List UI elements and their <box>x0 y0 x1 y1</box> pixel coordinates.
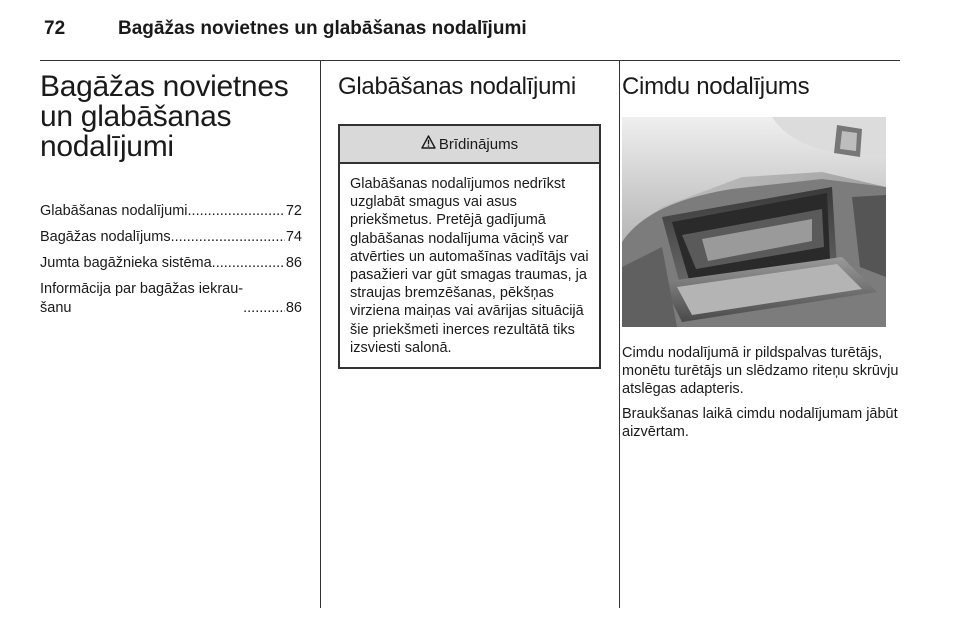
chapter-title: Bagāžas novietnes un glabāšanas nodalījumi <box>40 70 289 163</box>
toc-entry-page: 86 <box>285 300 302 316</box>
table-of-contents <box>40 202 302 318</box>
toc-entry-label: Bagāžas nodalījums <box>40 229 171 245</box>
warning-box <box>338 124 601 369</box>
warning-heading: Brīdinājums <box>438 135 519 153</box>
toc-entry-page: 74 <box>285 229 302 245</box>
warning-triangle-icon <box>421 135 436 154</box>
toc-leader-dots <box>243 299 285 318</box>
warning-header <box>340 126 599 164</box>
chapter-column <box>40 72 302 318</box>
storage-column <box>338 72 601 369</box>
page-number: 72 <box>44 18 66 39</box>
section-title: Cimdu nodalījums <box>622 73 810 100</box>
toc-entry-page: 86 <box>285 255 302 271</box>
column-divider-right <box>619 61 620 608</box>
toc-entry[interactable] <box>40 254 302 273</box>
toc-entry-label: Glabāšanas nodalījumi <box>40 203 188 219</box>
toc-entry-label: Informācija par bagāžas iekrau- šanu <box>40 281 244 316</box>
toc-entry[interactable] <box>40 228 302 247</box>
toc-entry-label: Jumta bagāžnieka sistēma <box>40 255 212 271</box>
toc-entry-page: 72 <box>285 203 302 219</box>
running-header-title: Bagāžas novietnes un glabāšanas nodalījumi <box>118 18 527 39</box>
toc-leader-dots <box>188 202 285 221</box>
glovebox-note: Braukšanas laikā cimdu nodalījumam jābūt aizvērtam. <box>622 405 898 440</box>
header-rule <box>40 60 900 61</box>
glovebox-photo <box>622 117 886 327</box>
toc-leader-dots <box>212 254 285 273</box>
toc-entry[interactable] <box>40 280 302 318</box>
warning-text: Glabāšanas nodalījumos nedrīkst uzglabāt smagus vai asus priekšmetus. Pretējā gadījumā glabāšanas nodalījuma vāciņš var atvērties un automašīnas vadītājs vai pasažieri var gūt smagas traumas, ja straujas bremzēšanas, pēkšņas virziena maiņas vai avārijas situācijā šie priekšmeti inerces rezultātā tiks izsviesti salonā. <box>350 176 589 356</box>
toc-entry[interactable] <box>40 202 302 221</box>
glovebox-description: Cimdu nodalījumā ir pildspalvas turētājs, monētu turētājs un slēdzamo riteņu skrūvju atslēgas adapteris. <box>622 345 899 398</box>
column-divider-left <box>320 61 321 608</box>
toc-leader-dots <box>171 228 285 247</box>
section-title: Glabāšanas nodalījumi <box>338 73 576 100</box>
glovebox-column <box>622 72 900 441</box>
